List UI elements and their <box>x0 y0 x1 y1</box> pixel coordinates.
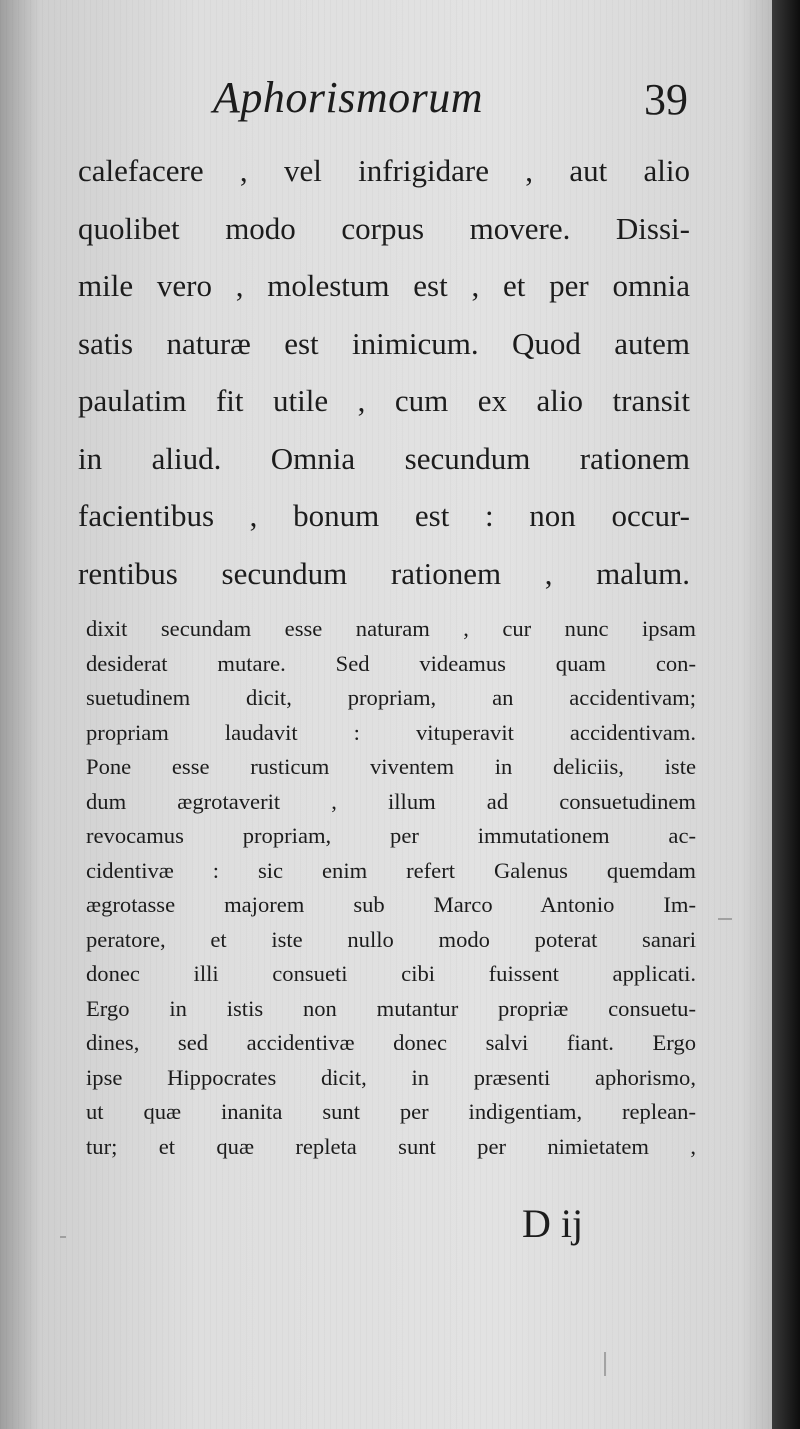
commentary-line: desiderat mutare. Sed videamus quam con- <box>86 650 696 676</box>
commentary-line: Pone esse rusticum viventem in deliciis, iste <box>86 754 696 779</box>
commentary-line: suetudinem dicit, propriam, an accidentivam; <box>86 685 696 710</box>
commentary-line: revocamus propriam, per immutationem ac- <box>86 823 696 848</box>
text-line: quolibet modo corpus movere. Dissi- <box>78 210 690 246</box>
aphorism-text <box>78 142 690 602</box>
scan-edge <box>772 0 800 1429</box>
text-line: mile vero , molestum est , et per omnia <box>78 268 690 303</box>
text-line: satis naturæ est inimicum. Quod autem <box>78 325 690 361</box>
text-line: paulatim fit utile , cum ex alio transit <box>78 383 690 418</box>
signature-mark: D ij <box>522 1201 584 1246</box>
running-head: Aphorismorum <box>213 73 484 122</box>
commentary-line: propriam laudavit : vituperavit accidentivam. <box>86 719 696 745</box>
commentary-line: peratore, et iste nullo modo poterat sanari <box>86 926 696 952</box>
commentary-line: dum ægrotaverit , illum ad consuetudinem <box>86 788 696 814</box>
paper-speck <box>60 1236 66 1238</box>
commentary-line: dixit secundam esse naturam , cur nunc ipsam <box>86 616 696 641</box>
text-line: in aliud. Omnia secundum rationem <box>78 440 690 476</box>
commentary-line: ut quæ inanita sunt per indigentiam, replean- <box>86 1099 696 1124</box>
commentary-line: ipse Hippocrates dicit, in præsenti aphorismo, <box>86 1064 696 1090</box>
commentary-line: donec illi consueti cibi fuissent applicati. <box>86 961 696 986</box>
text-line: rentibus secundum rationem , malum. <box>78 555 690 591</box>
paper-speck <box>604 1352 606 1376</box>
page-number: 39 <box>644 75 688 124</box>
commentary-text <box>86 612 696 1164</box>
text-line: calefacere , vel infrigidare , aut alio <box>78 153 690 188</box>
page-header <box>78 72 688 136</box>
commentary-line: Ergo in istis non mutantur propriæ consuetu- <box>86 995 696 1021</box>
paper-speck <box>718 918 732 920</box>
commentary-line: tur; et quæ repleta sunt per nimietatem , <box>86 1133 696 1159</box>
commentary-line: dines, sed accidentivæ donec salvi fiant. Ergo <box>86 1030 696 1055</box>
text-line: facientibus , bonum est : non occur- <box>78 498 690 533</box>
commentary-line: ægrotasse majorem sub Marco Antonio Im- <box>86 892 696 917</box>
commentary-line: cidentivæ : sic enim refert Galenus quemdam <box>86 857 696 883</box>
